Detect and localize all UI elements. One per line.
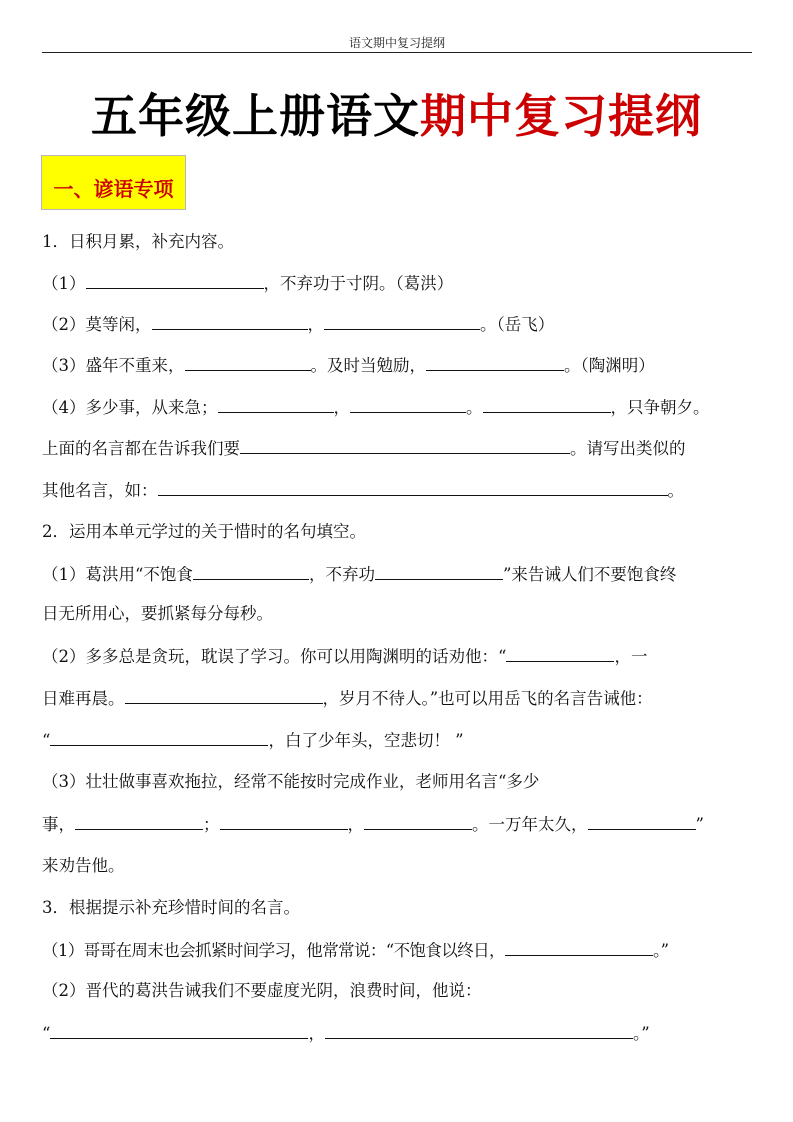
blank-line[interactable] [193,564,309,580]
item-text: （3）盛年不重来， [42,356,185,375]
question-2-heading [42,522,366,542]
item-text: 。请写出类似的 [570,439,686,458]
question-2-item-3-cont [42,814,704,835]
blank-line[interactable] [125,688,323,704]
item-text: 。（岳飞） [480,315,555,334]
page-header: 语文期中复习提纲 [348,36,445,50]
item-text: ， [308,1024,325,1043]
question-text: 2．运用本单元学过的关于惜时的名句填空。 [42,522,366,541]
question-2-item-2 [42,646,647,667]
item-text: “ [42,731,51,750]
item-text: （2）多多总是贪玩，耽误了学习。你可以用陶渊明的话劝他：“ [42,647,507,666]
section-badge [41,155,186,210]
item-text: 其他名言，如： [42,481,158,500]
blank-line[interactable] [588,814,696,830]
question-2-item-3 [42,772,539,792]
item-text: （2）莫等闲， [42,315,152,334]
item-text: （3）壮壮做事喜欢拖拉，经常不能按时完成作业，老师用名言“多少 [42,772,540,791]
item-text: “ [42,1024,51,1043]
blank-line[interactable] [218,397,334,413]
blank-line[interactable] [185,355,311,371]
blank-line[interactable] [350,397,466,413]
question-1-item-3 [42,355,655,376]
item-text: ，不弃功于寸阴。（葛洪） [263,274,454,293]
question-2-item-3-cont2 [42,856,125,876]
item-text: 事， [42,815,75,834]
item-text: ，一 [614,647,648,666]
question-1-item-5 [42,438,686,459]
blank-line[interactable] [426,355,564,371]
question-2-item-1-cont [42,604,273,624]
page-title [0,80,793,146]
blank-line[interactable] [220,814,348,830]
blank-line[interactable] [375,564,503,580]
question-3-item-2-cont [42,1023,650,1044]
item-text: 。 [667,481,684,500]
item-text: 日难再晨。 [42,689,125,708]
blank-line[interactable] [506,646,614,662]
question-3-item-2 [42,981,482,1001]
item-text: ， [307,315,324,334]
question-text: 3．根据提示补充珍惜时间的名言。 [42,898,300,917]
header-divider [42,52,752,53]
question-1-item-6 [42,480,684,501]
blank-line[interactable] [75,814,203,830]
item-text: ，岁月不待人。”也可以用岳飞的名言告诫他： [322,689,653,708]
item-text: （4）多少事，从来急； [42,398,218,417]
item-text: ” [695,815,704,834]
blank-line[interactable] [50,730,268,746]
question-3-item-1 [42,940,668,961]
item-text: 。及时当勉励， [310,356,426,375]
blank-line[interactable] [483,397,611,413]
item-text: ，只争朝夕。 [610,398,710,417]
blank-line[interactable] [505,940,653,956]
item-text: （1）哥哥在周末也会抓紧时间学习，他常常说：“不饱食以终日， [42,941,505,960]
item-text: （2）晋代的葛洪告诫我们不要虚度光阴，浪费时间，他说： [42,981,482,1000]
question-text: 1．日积月累，补充内容。 [42,232,234,251]
question-2-item-2-cont [42,688,653,709]
question-1-item-1 [42,273,453,294]
question-3-heading [42,898,300,918]
item-text: 。一万年太久， [472,815,588,834]
blank-line[interactable] [364,814,472,830]
item-text: 来劝告他。 [42,856,125,875]
section-label: 一、谚语专项 [53,177,174,201]
item-text: ，白了少年头，空悲切！ ” [268,731,464,750]
question-2-item-1 [42,564,676,585]
item-text: （1） [42,274,86,293]
item-text: 。” [632,1024,650,1043]
item-text: ， [347,815,364,834]
item-text: 上面的名言都在告诉我们要 [42,439,240,458]
item-text: 。 [466,398,483,417]
item-text: 。（陶渊明） [564,356,655,375]
title-red-part: 期中复习提纲 [420,89,702,143]
title-black-part: 五年级上册语文 [91,89,420,143]
question-2-item-2-cont2 [42,730,464,751]
blank-line[interactable] [50,1023,308,1039]
blank-line[interactable] [158,480,668,496]
item-text: 。” [652,941,669,960]
blank-line[interactable] [240,438,570,454]
blank-line[interactable] [86,273,264,289]
question-1-item-2 [42,314,554,335]
blank-line[interactable] [152,314,308,330]
question-1-item-4 [42,397,710,418]
blank-line[interactable] [325,1023,633,1039]
item-text: ， [333,398,350,417]
item-text: ，不弃功 [308,565,375,584]
item-text: ； [203,815,220,834]
item-text: 日无所用心，要抓紧每分每秒。 [42,604,273,623]
question-1-heading [42,232,234,252]
item-text: ”来告诫人们不要饱食终 [502,565,677,584]
item-text: （1）葛洪用“不饱食 [42,565,193,584]
blank-line[interactable] [324,314,480,330]
